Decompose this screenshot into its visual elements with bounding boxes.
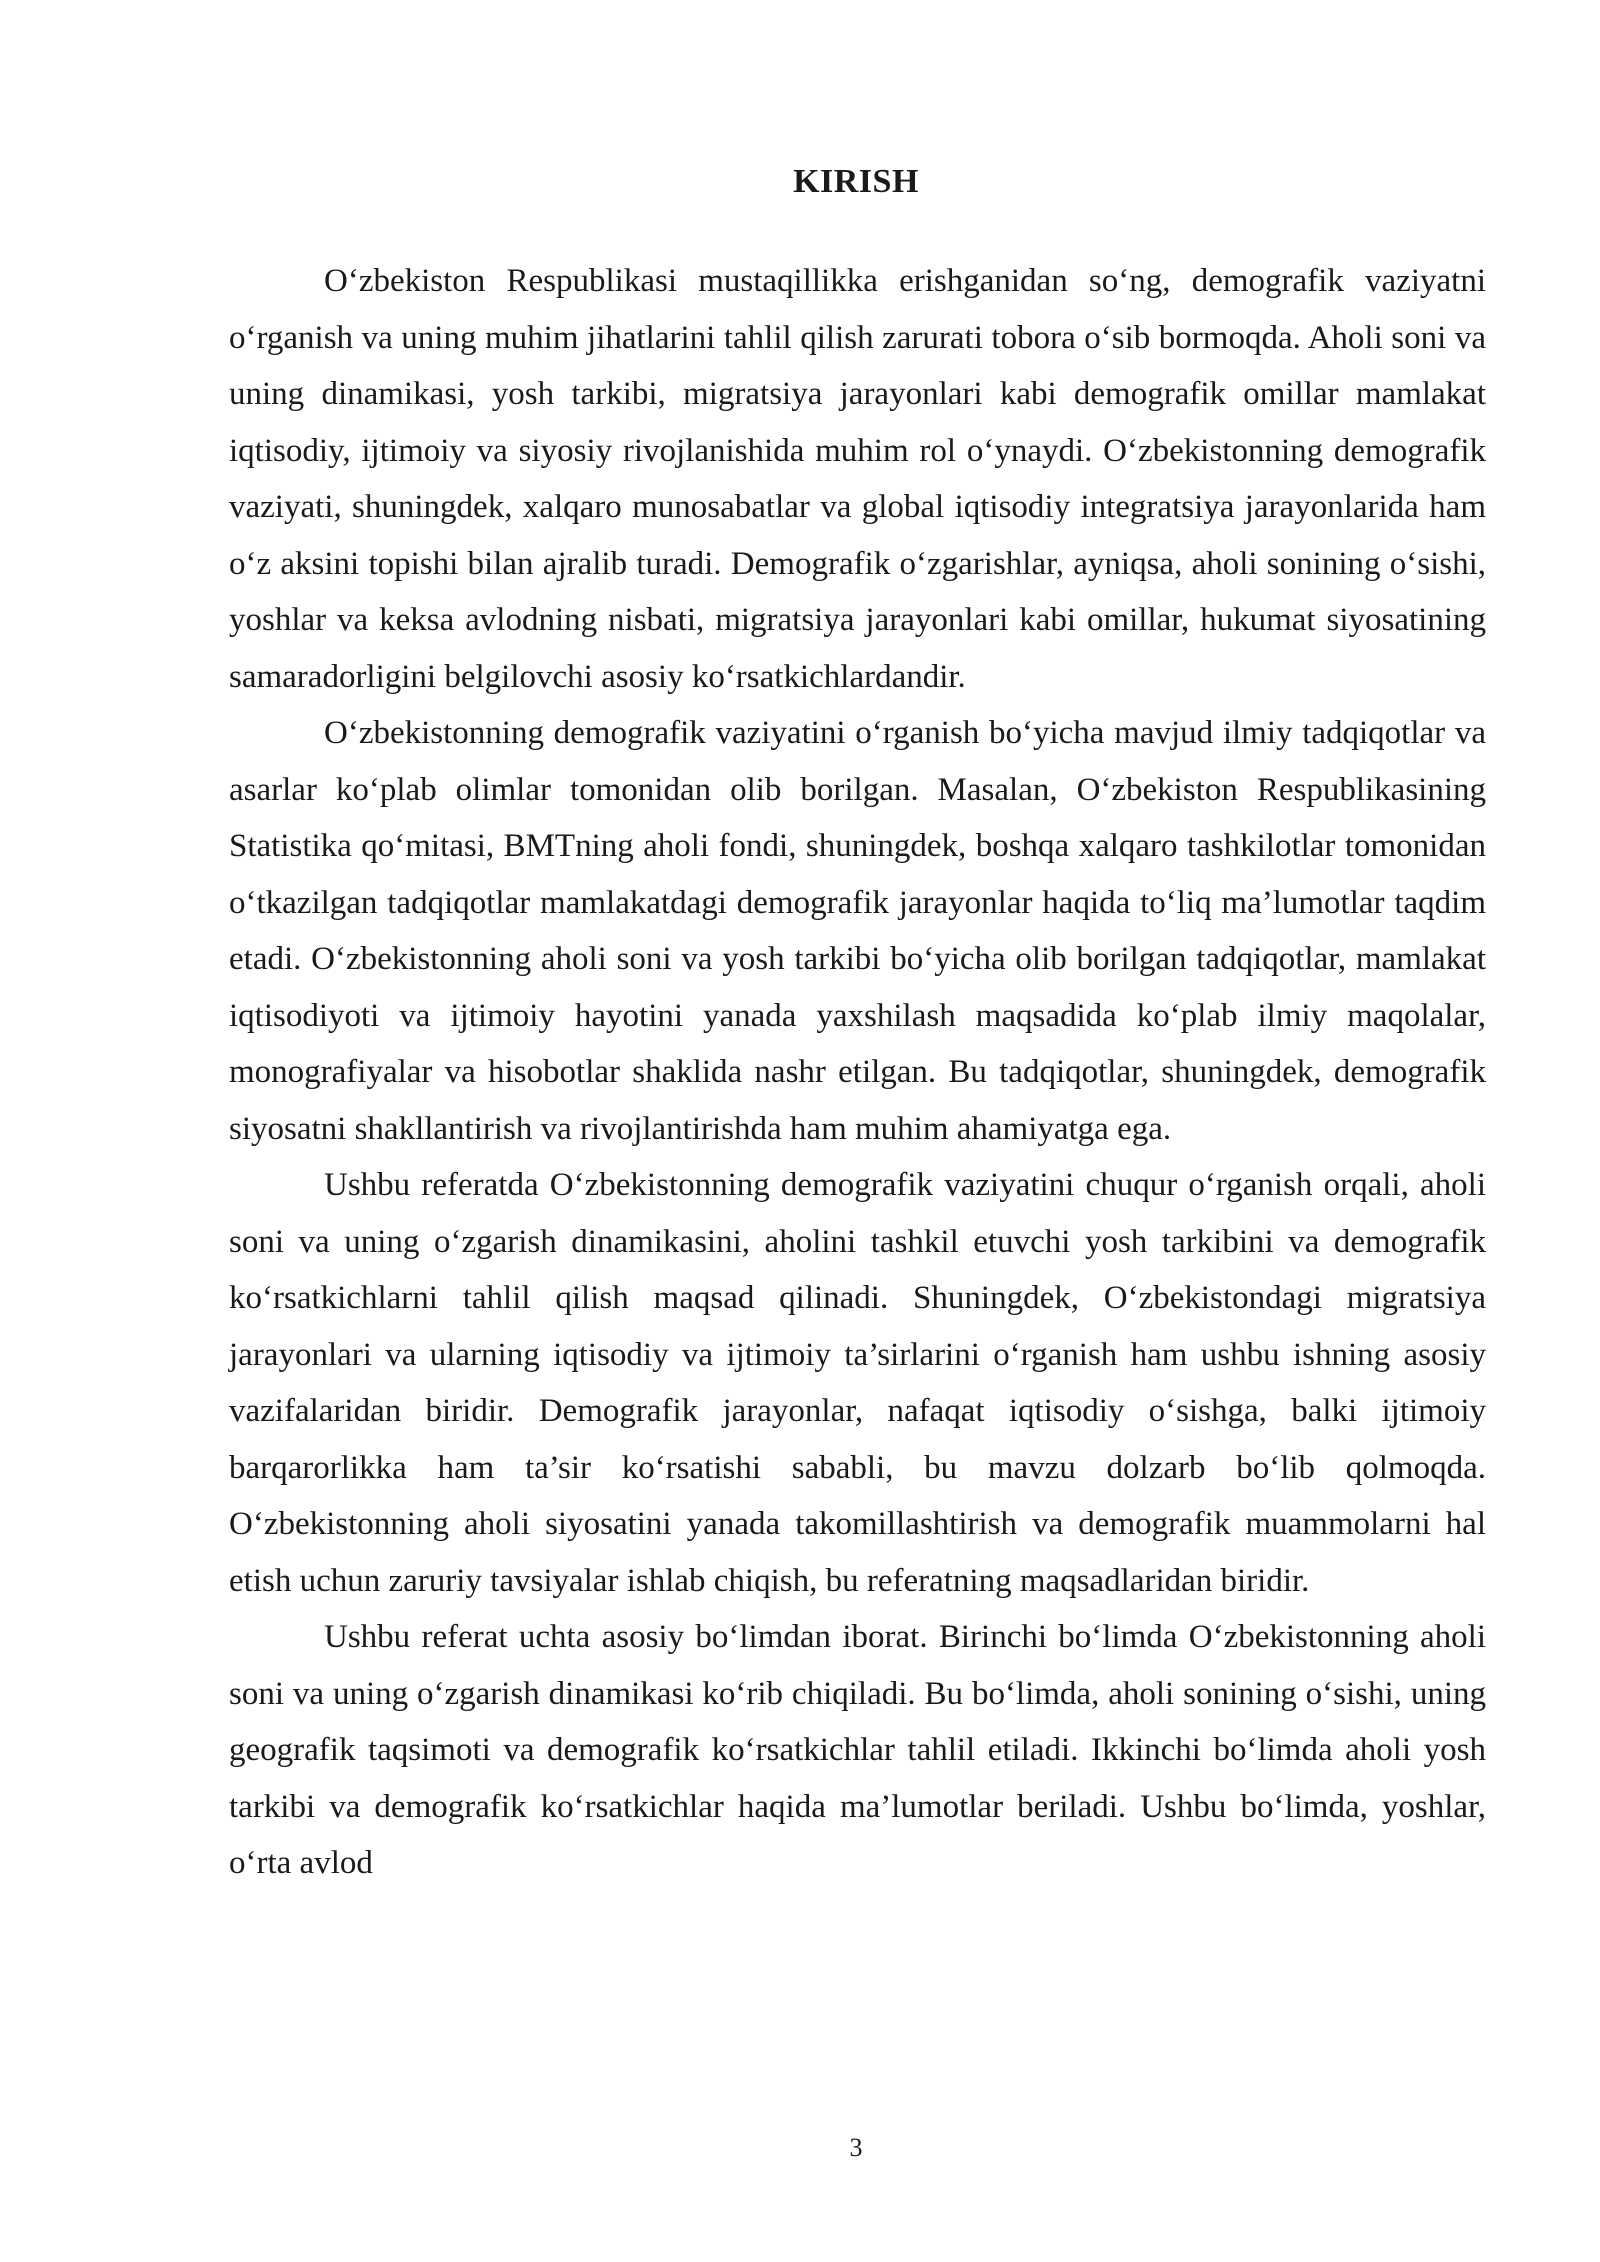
page-title: KIRISH (793, 163, 919, 200)
paragraph-1: O‘zbekiston Respublikasi mustaqillikka erishganidan so‘ng, demografik vaziyatni o‘rganish va uning muhim jihatlarini tahlil qilish zarurati tobora o‘sib bormoqda. Aholi soni va uning dinamikasi, yosh tarkibi, migratsiya jarayonlari kabi demografik omillar mamlakat iqtisodiy, ijtimoiy va siyosiy rivojlanishida muhim rol o‘ynaydi. O‘zbekistonning demografik vaziyati, shuningdek, xalqaro munosabatlar va global iqtisodiy integratsiya jarayonlarida ham o‘z aksini topishi bilan ajralib turadi. Demografik o‘zgarishlar, ayniqsa, aholi sonining o‘sishi, yoshlar va keksa avlodning nisbati, migratsiya jarayonlari kabi omillar, hukumat siyosatining samaradorligini belgilovchi asosiy ko‘rsatkichlardandir. (229, 263, 1486, 695)
body-text (229, 253, 1486, 1892)
paragraph-3: Ushbu referatda O‘zbekistonning demografik vaziyatini chuqur o‘rganish orqali, aholi soni va uning o‘zgarish dinamikasini, aholini tashkil etuvchi yosh tarkibini va demografik ko‘rsatkichlarni tahlil qilish maqsad qilinadi. Shuningdek, O‘zbekistondagi migratsiya jarayonlari va ularning iqtisodiy va ijtimoiy ta’sirlarini o‘rganish ham ushbu ishning asosiy vazifalaridan biridir. Demografik jarayonlar, nafaqat iqtisodiy o‘sishga, balki ijtimoiy barqarorlikka ham ta’sir ko‘rsatishi sababli, bu mavzu dolzarb bo‘lib qolmoqda. O‘zbekistonning aholi siyosatini yanada takomillashtirish va demografik muammolarni hal etish uchun zaruriy tavsiyalar ishlab chiqish, bu referatning maqsadlaridan biridir. (229, 1167, 1486, 1599)
page-number: 3 (849, 2133, 863, 2162)
paragraph-2: O‘zbekistonning demografik vaziyatini o‘rganish bo‘yicha mavjud ilmiy tadqiqotlar va asarlar ko‘plab olimlar tomonidan olib borilgan. Masalan, O‘zbekiston Respublikasining Statistika qo‘mitasi, BMTning aholi fondi, shuningdek, boshqa xalqaro tashkilotlar tomonidan o‘tkazilgan tadqiqotlar mamlakatdagi demografik jarayonlar haqida to‘liq ma’lumotlar taqdim etadi. O‘zbekistonning aholi soni va yosh tarkibi bo‘yicha olib borilgan tadqiqotlar, mamlakat iqtisodiyoti va ijtimoiy hayotini yanada yaxshilash maqsadida ko‘plab ilmiy maqolalar, monografiyalar va hisobotlar shaklida nashr etilgan. Bu tadqiqotlar, shuningdek, demografik siyosatni shakllantirish va rivojlantirishda ham muhim ahamiyatga ega. (229, 715, 1486, 1147)
paragraph-4: Ushbu referat uchta asosiy bo‘limdan iborat. Birinchi bo‘limda O‘zbekistonning aholi soni va uning o‘zgarish dinamikasi ko‘rib chiqiladi. Bu bo‘limda, aholi sonining o‘sishi, uning geografik taqsimoti va demografik ko‘rsatkichlar tahlil etiladi. Ikkinchi bo‘limda aholi yosh tarkibi va demografik ko‘rsatkichlar haqida ma’lumotlar beriladi. Ushbu bo‘limda, yoshlar, o‘rta avlod (229, 1619, 1486, 1881)
